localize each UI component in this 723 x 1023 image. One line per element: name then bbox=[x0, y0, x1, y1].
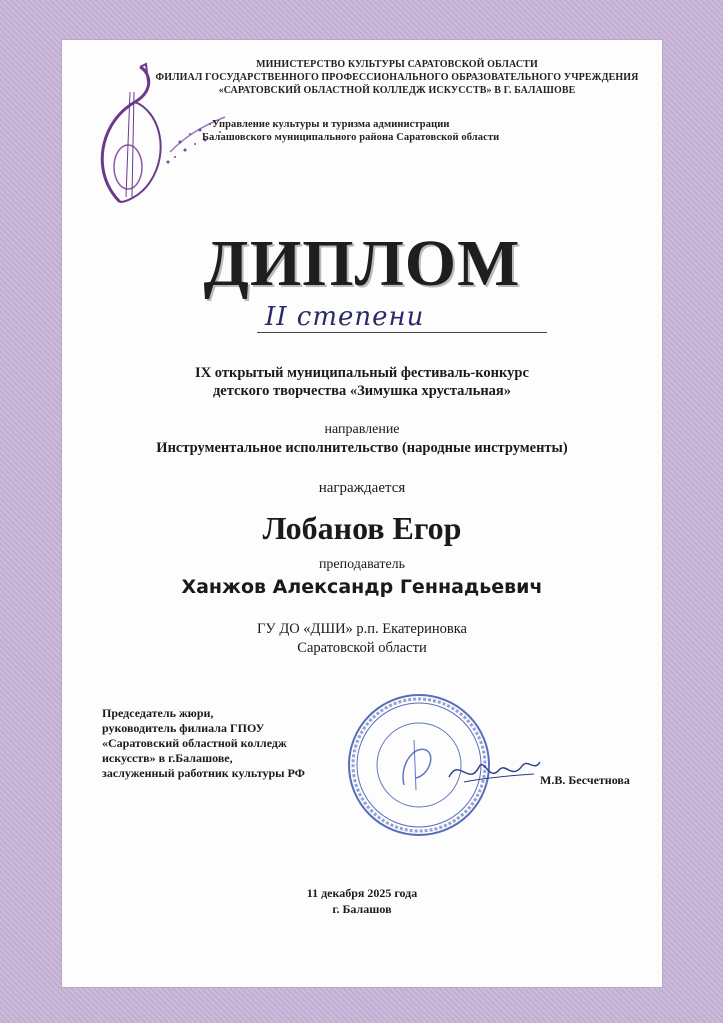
issue-date: 11 декабря 2025 года bbox=[306, 886, 418, 900]
signer-name: М.В. Бесчетнова bbox=[540, 773, 630, 787]
degree-field bbox=[257, 300, 557, 340]
signer-line-4: искусств» в г.Балашове, bbox=[102, 751, 233, 765]
signer-line-5: заслуженный работник культуры РФ bbox=[102, 766, 305, 780]
signer-line-3: «Саратовский областной колледж bbox=[102, 736, 287, 750]
signer-line-1: Председатель жюри, bbox=[102, 706, 214, 720]
degree-handwritten: II степени bbox=[265, 302, 425, 332]
direction-value: Инструментальное исполнительство (народные инструменты) bbox=[156, 440, 568, 456]
branch-line: ФИЛИАЛ ГОСУДАРСТВЕННОГО ПРОФЕССИОНАЛЬНОГО ОБРАЗОВАТЕЛЬНОГО УЧРЕЖДЕНИЯ bbox=[155, 72, 639, 83]
administration-line: Управление культуры и туризма администрации bbox=[212, 119, 450, 130]
administration-header bbox=[202, 118, 622, 144]
festival-line-2: детского творчества «Зимушка хрустальная» bbox=[212, 383, 512, 399]
district-line: Балашовского муниципального района Саратовской области bbox=[202, 132, 500, 143]
issuer-header bbox=[62, 58, 662, 97]
teacher-label: преподаватель bbox=[318, 557, 406, 572]
ministry-line: МИНИСТЕРСТВО КУЛЬТУРЫ САРАТОВСКОЙ ОБЛАСТИ bbox=[256, 59, 538, 70]
diploma-sheet bbox=[62, 40, 662, 987]
awarded-label: награждается bbox=[318, 480, 406, 496]
teacher-name: Ханжов Александр Геннадьевич bbox=[181, 576, 543, 598]
festival-name bbox=[62, 364, 662, 400]
signature-icon bbox=[444, 752, 544, 792]
school-line-1: ГУ ДО «ДШИ» р.п. Екатериновка bbox=[257, 621, 467, 637]
issue-footer bbox=[62, 885, 662, 917]
college-line: «САРАТОВСКИЙ ОБЛАСТНОЙ КОЛЛЕДЖ ИСКУССТВ» В Г. БАЛАШОВЕ bbox=[218, 85, 576, 96]
direction-label: направление bbox=[324, 422, 400, 437]
festival-line-1: IX открытый муниципальный фестиваль-конкурс bbox=[195, 365, 529, 381]
degree-underline bbox=[257, 332, 547, 333]
document-title: ДИПЛОМ bbox=[203, 227, 521, 300]
signer-line-2: руководитель филиала ГПОУ bbox=[102, 721, 265, 735]
school-line-2: Саратовской области bbox=[297, 640, 427, 656]
issue-city: г. Балашов bbox=[332, 902, 392, 916]
recipient-name: Лобанов Егор bbox=[262, 510, 462, 546]
school-name bbox=[62, 620, 662, 658]
